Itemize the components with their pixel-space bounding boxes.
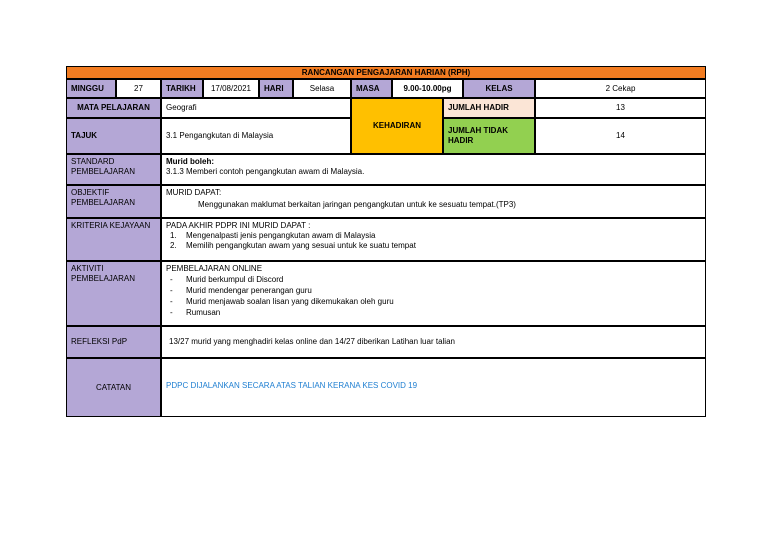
list-item [166,275,701,285]
standard-label [66,154,161,185]
kriteria-label: KRITERIA KEJAYAAN [66,218,161,261]
aktiviti-list [166,275,701,318]
jumlah-hadir-value: 13 [535,98,706,118]
kelas-value: 2 Cekap [535,79,706,98]
list-marker: - [170,286,173,295]
kehadiran-label: KEHADIRAN [351,98,443,154]
list-marker: - [170,297,173,306]
refleksi-value: 13/27 murid yang menghadiri kelas online dan 14/27 diberikan Latihan luar talian [161,326,706,358]
aktiviti-label [66,261,161,326]
list-text: Murid menjawab soalan lisan yang dikemukakan oleh guru [186,297,394,306]
jumlah-hadir-label: JUMLAH HADIR [443,98,535,118]
kriteria-heading: PADA AKHIR PDPR INI MURID DAPAT : [166,221,311,230]
list-text: Rumusan [186,308,221,317]
kriteria-content [161,218,706,261]
catatan-label: CATATAN [66,358,161,417]
refleksi-label: REFLEKSI PdP [66,326,161,358]
aktiviti-content [161,261,706,326]
tarikh-value: 17/08/2021 [203,79,259,98]
list-item [166,286,701,296]
list-item [166,241,701,251]
aktiviti-label-line1: AKTIVITI [71,264,104,273]
objektif-label-line2: PEMBELAJARAN [71,198,136,207]
standard-label-line1: STANDARD [71,157,115,166]
list-text: Murid mendengar penerangan guru [186,286,312,295]
standard-label-line2: PEMBELAJARAN [71,167,136,176]
objektif-line1: MURID DAPAT: [166,188,222,197]
standard-content [161,154,706,185]
jumlah-tidak-hadir-value: 14 [535,118,706,154]
kelas-label: KELAS [463,79,535,98]
hari-value: Selasa [293,79,351,98]
subject-label: MATA PELAJARAN [66,98,161,118]
tajuk-value: 3.1 Pengangkutan di Malaysia [161,118,351,154]
page-title: RANCANGAN PENGAJARAN HARIAN (RPH) [66,66,706,79]
catatan-value: PDPC DIJALANKAN SECARA ATAS TALIAN KERANA KES COVID 19 [161,358,706,417]
standard-line1: Murid boleh: [166,157,214,166]
aktiviti-heading: PEMBELAJARAN ONLINE [166,264,263,273]
masa-value: 9.00-10.00pg [392,79,463,98]
subject-value: Geografi [161,98,351,118]
list-text: Mengenalpasti jenis pengangkutan awam di Malaysia [186,231,376,240]
objektif-content [161,185,706,218]
list-text: Murid berkumpul di Discord [186,275,284,284]
minggu-label: MINGGU [66,79,116,98]
list-item [166,297,701,307]
tajuk-label: TAJUK [66,118,161,154]
jumlah-tidak-hadir-label: JUMLAH TIDAK HADIR [443,118,535,154]
list-marker: 2. [170,241,177,250]
objektif-line2: Menggunakan maklumat berkaitan jaringan pengangkutan untuk ke sesuatu tempat.(TP3) [198,200,516,209]
tarikh-label: TARIKH [161,79,203,98]
list-item [166,308,701,318]
list-marker: 1. [170,231,177,240]
objektif-label-line1: OBJEKTIF [71,188,110,197]
aktiviti-label-line2: PEMBELAJARAN [71,274,136,283]
standard-line2: 3.1.3 Memberi contoh pengangkutan awam di Malaysia. [166,167,365,176]
minggu-value: 27 [116,79,161,98]
masa-label: MASA [351,79,392,98]
list-item [166,231,701,241]
hari-label: HARI [259,79,293,98]
objektif-label [66,185,161,218]
kriteria-list [166,231,701,251]
list-marker: - [170,308,173,317]
list-text: Memilih pengangkutan awam yang sesuai untuk ke suatu tempat [186,241,416,250]
list-marker: - [170,275,173,284]
